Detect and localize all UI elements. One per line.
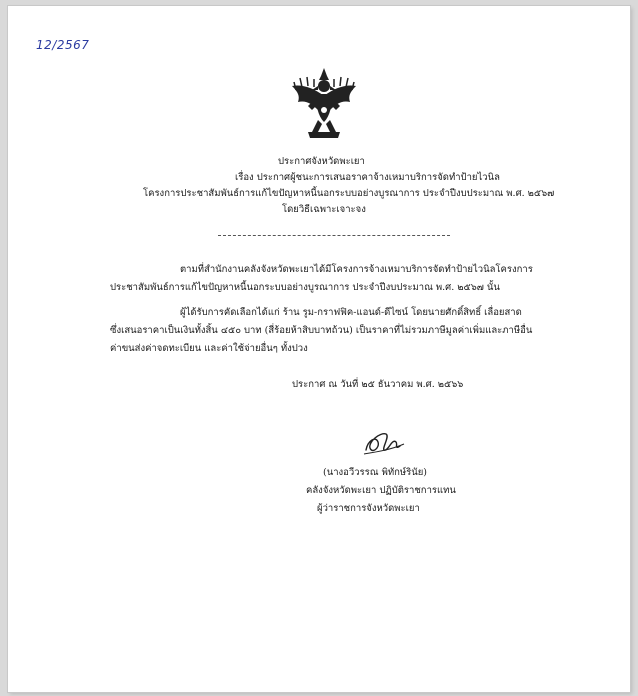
body-paragraph2-line2: ซึ่งเสนอราคาเป็นเงินทั้งสิ้น ๔๕๐ บาท (สี่ร้อยห้าสิบบาทถ้วน) เป็นราคาที่ไม่รวมภาษีมูลค่าเพิ่มและภาษีอื่น xyxy=(110,325,533,336)
header-method: โดยวิธีเฉพาะเจาะจง xyxy=(282,204,366,215)
body-paragraph1-line2: ประชาสัมพันธ์การแก้ไขปัญหาหนี้นอกระบบอย่างบูรณาการ ประจำปีงบประมาณ พ.ศ. ๒๕๖๗ นั้น xyxy=(110,282,500,293)
header-org: ประกาศจังหวัดพะเยา xyxy=(278,156,365,167)
body-paragraph2-line3: ค่าขนส่งค่าจดทะเบียน และค่าใช้จ่ายอื่นๆ ทั้งปวง xyxy=(110,343,308,354)
signatory-position: คลังจังหวัดพะเยา ปฏิบัติราชการแทน xyxy=(306,485,456,496)
handwritten-signature xyxy=(360,428,406,460)
signatory-name: (นางอวีวรรณ พิทักษ์รินัย) xyxy=(323,467,427,478)
announcement-date: ประกาศ ณ วันที่ ๒๕ ธันวาคม พ.ศ. ๒๕๖๖ xyxy=(292,379,464,390)
body-paragraph2-line1: ผู้ได้รับการคัดเลือกได้แก่ ร้าน รูม-กราฟฟิค-แอนด์-ดีไซน์ โดยนายศักดิ์สิทธิ์ เลื่อยสาด xyxy=(180,307,522,318)
header-subject: เรื่อง ประกาศผู้ชนะการเสนอราคาจ้างเหมาบริการจัดทำป้ายไวนิล xyxy=(235,172,500,183)
header-divider xyxy=(218,235,450,236)
garuda-emblem-icon xyxy=(288,66,360,142)
body-paragraph1-line1: ตามที่สำนักงานคลังจังหวัดพะเยาได้มีโครงการจ้างเหมาบริการจัดทำป้ายไวนิลโครงการ xyxy=(180,264,533,275)
header-project: โครงการประชาสัมพันธ์การแก้ไขปัญหาหนี้นอกระบบอย่างบูรณาการ ประจำปีงบประมาณ พ.ศ. ๒๕๖๗ xyxy=(143,188,555,199)
handwritten-reference-number: 12/2567 xyxy=(36,38,90,52)
signatory-title: ผู้ว่าราชการจังหวัดพะเยา xyxy=(317,503,420,514)
